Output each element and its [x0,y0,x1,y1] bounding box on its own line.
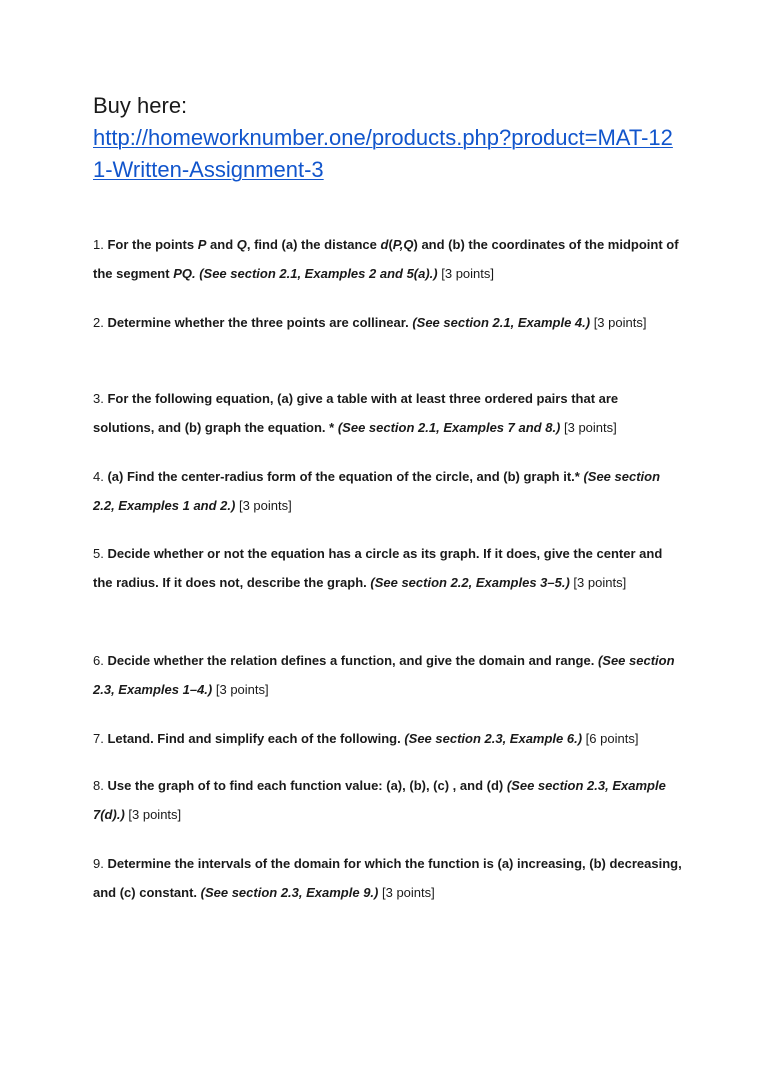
question-7 [93,724,683,753]
question-points: [3 points] [212,682,269,697]
question-text: For the following equation, (a) give a table with at least three ordered pairs that are solutions, and (b) graph the equation. * [93,391,619,435]
question-points: [3 points] [235,498,292,513]
question-reference: (See section 2.1, Examples 7 and 8.) [337,420,561,435]
question-reference: P [197,237,207,252]
question-text: (a) Find the center-radius form of the equation of the circle, and (b) graph it.* [103,469,584,484]
question-text: Use the graph of to find each function value: (a), (b), (c) , and (d) [103,778,507,793]
question-reference: (See section 2.3, Example 7(d).) [93,778,666,822]
question-9 [93,849,683,907]
buy-here-label: Buy here: [93,93,188,118]
question-reference: P,Q [392,237,414,252]
question-number: 8. [93,778,104,793]
question-reference: PQ. (See section 2.1, Examples 2 and 5(a).) [173,266,438,281]
question-text: Determine the intervals of the domain for which the function is (a) increasing, (b) decreasing, and (c) constant. [93,856,682,900]
question-number: 2. [93,315,104,330]
question-text: Decide whether the relation defines a function, and give the domain and range. [103,653,598,668]
question-reference: (See section 2.3, Examples 1–4.) [93,653,675,697]
question-points: [3 points] [378,885,435,900]
question-2 [93,308,683,337]
question-6 [93,646,683,704]
question-points: [3 points] [569,575,627,590]
question-reference: (See section 2.2, Examples 3–5.) [370,575,570,590]
question-text: For the points [103,237,198,252]
question-text: and [206,237,237,252]
question-1 [93,230,683,288]
question-text: ) and (b) the coordinates of the midpoint of the segment [93,237,679,281]
question-5 [93,539,683,597]
question-number: 9. [93,856,104,871]
question-number: 4. [93,469,104,484]
question-points: [3 points] [590,315,647,330]
question-text: ( [388,237,393,252]
question-text: Letand. Find and simplify each of the following. [103,731,405,746]
question-8 [93,771,683,829]
question-text: Decide whether or not the equation has a circle as its graph. If it does, give the center and the radius. If it does not, describe the graph. [93,546,663,590]
question-number: 6. [93,653,104,668]
question-reference: Q [236,237,247,252]
question-number: 5. [93,546,104,561]
question-reference: (See section 2.3, Example 6.) [404,731,583,746]
question-reference: (See section 2.1, Example 4.) [412,315,591,330]
question-4 [93,462,683,520]
question-3 [93,384,683,442]
question-points: [3 points] [437,266,494,281]
header [93,90,693,186]
question-number: 3. [93,391,104,406]
question-number: 1. [93,237,104,252]
question-text: , find (a) the distance [246,237,381,252]
product-link[interactable]: http://homeworknumber.one/products.php?product=MAT-121-Written-Assignment-3 [93,125,673,182]
question-points: [3 points] [124,807,182,822]
question-text: Determine whether the three points are collinear. [103,315,413,330]
question-number: 7. [93,731,104,746]
question-points: [3 points] [560,420,617,435]
question-reference: (See section 2.2, Examples 1 and 2.) [93,469,661,513]
question-reference: d [380,237,389,252]
question-points: [6 points] [582,731,639,746]
question-reference: (See section 2.3, Example 9.) [200,885,379,900]
